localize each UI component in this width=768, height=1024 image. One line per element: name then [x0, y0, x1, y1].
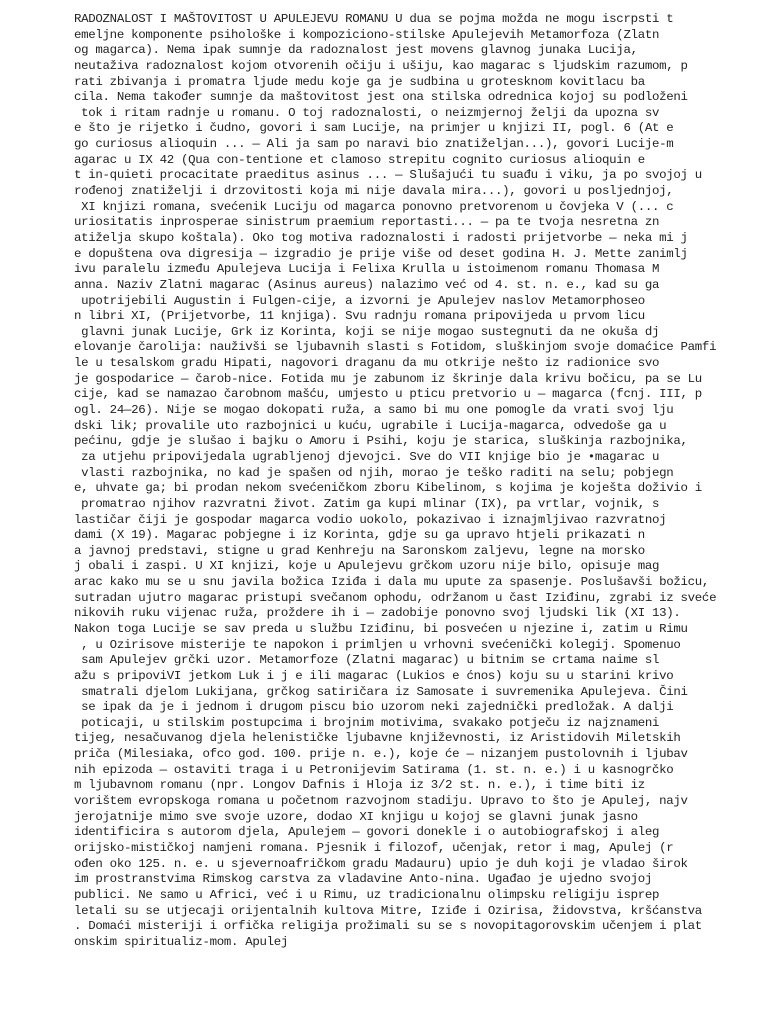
text-line: ogl. 24—26). Nije se mogao dokopati ruža, a samo bi mu one pomogle da vrati svoj lju [74, 403, 674, 418]
text-line: smatrali djelom Lukijana, grčkog satiričara iz Samosate i suvremenika Apulejeva. Čini [74, 684, 688, 699]
text-line: atiželja skupo koštala). Oko tog motiva radoznalosti i radosti prijetvorbe — neka mi j [74, 230, 688, 245]
text-line: za utjehu pripovijedala ugrabljenoj djevojci. Sve do VII knjige bio je •magarac u [74, 449, 660, 464]
text-line: tijeg, nesačuvanog djela helenističke ljubavne književnosti, iz Aristidovih Miletskih [74, 731, 681, 746]
text-line: orijsko-mističkoj namjeni romana. Pjesnik i filozof, učenjak, retor i mag, Apulej (r [74, 840, 674, 855]
text-line: XI knjizi romana, svećenik Luciju od magarca ponovno pretvorenom u čovjeka V (... c [74, 199, 674, 214]
text-line: jerojatnije mimo sve svoje uzore, dodao XI knjigu u kojoj se glavni junak jasno [74, 809, 638, 824]
text-line: priča (Milesiaka, ofco god. 100. prije n. e.), koje će — nizanjem pustolovnih i ljubav [74, 747, 688, 762]
text-line: je gospodarice — čarob-nice. Fotida mu je zabunom iz škrinje dala krivu bočicu, pa se Lu [74, 371, 702, 386]
text-line: cila. Nema također sumnje da maštovitost jest ona stilska odrednica kojoj su podloženi [74, 90, 688, 105]
text-line: glavni junak Lucije, Grk iz Korinta, koji se nije mogao sustegnuti da ne okuša dj [74, 324, 660, 339]
text-line: le u tesalskom gradu Hipati, nagovori draganu da mu otkrije nešto iz radionice svo [74, 356, 660, 371]
text-line: nih epizoda — ostaviti traga i u Petronijevim Satirama (1. st. n. e.) i u kasnogrčko [74, 762, 674, 777]
text-line: publici. Ne samo u Africi, već i u Rimu, uz tradicionalnu olimpsku religiju isprep [74, 887, 660, 902]
text-line: cije, kad se namazao čarobnom mašću, umjesto u pticu pretvorio u — magarca (fcnj. III, p [74, 387, 702, 402]
text-line: e što je rijetko i čudno, govori i sam Lucije, na primjer u knjizi II, pogl. 6 (At e [74, 121, 674, 136]
text-line: lastičar čiji je gospodar magarca vodio uokolo, pokazivao i iznajmljivao razvratnoj [74, 512, 667, 527]
text-line: uriositatis inprosperae sinistrum praemium reportasti... — pa te tvoja nesretna zn [74, 215, 660, 230]
text-line: rati zbivanja i promatra ljude medu koje ga je sudbina u grotesknom kovitlacu ba [74, 74, 645, 89]
text-line: poticaji, u stilskim postupcima i brojnim motivima, svakako potječu iz najznameni [74, 715, 660, 730]
text-line: onskim spiritualiz-mom. Apulej [74, 934, 289, 949]
text-line: t in-quieti procacitate praeditus asinus ... — Slušajući tu suađu i viku, ja po svojoj u [74, 168, 702, 183]
text-line: emeljne komponente psihološke i kompoziciono-stilske Apulejevih Metamorfoza (Zlatn [74, 27, 660, 42]
text-line: upotrijebili Augustin i Fulgen-cije, a izvorni je Apulejev naslov Metamorphoseo [74, 293, 645, 308]
text-line: elovanje čarolija: nauživši se ljubavnih slasti s Fotidom, sluškinjom svoje domaćice Pamfi [74, 340, 717, 355]
text-line: nikovih ruku vijenac ruža, proždere ih i — zadobije ponovno svoj ljudski lik (XI 13). [74, 606, 681, 621]
text-line: pećinu, gdje je slušao i bajku o Amoru i Psihi, koju je starica, sluškinja razbojnika, [74, 434, 688, 449]
text-line: se ipak da je i jednom i drugom piscu bio uzorom neki zajednički predložak. A dalji [74, 700, 674, 715]
text-line: identificira s autorom djela, Apulejem — govori donekle i o autobiografskoj i aleg [74, 825, 660, 840]
text-line: e dopuštena ova digresija — izgradio je prije više od deset godina H. J. Mette zanimlj [74, 246, 688, 261]
text-line: e, uhvate ga; bi prodan nekom svećeničkom zboru Kibelinom, s kojima je koješta doživio i [74, 481, 702, 496]
text-line: promatrao njihov razvratni život. Zatim ga kupi mlinar (IX), pa vrtlar, vojnik, s [74, 496, 660, 511]
text-line: n libri XI, (Prijetvorbe, 11 knjiga). Svu radnju romana pripovijeda u prvom licu [74, 309, 645, 324]
text-line: vorištem evropskoga romana u početnom razvojnom stadiju. Upravo to što je Apulej, najv [74, 794, 688, 809]
text-line: im prostranstvima Rimskog carstva za vladavine Anto-nina. Ugađao je ujedno svojoj [74, 872, 652, 887]
text-line: a javnoj predstavi, stigne u grad Kenhreju na Saronskom zaljevu, legne na morsko [74, 543, 645, 558]
text-line: rođenoj znatiželji i drzovitosti koja mi nije davala mira...), govori u posljednjoj, [74, 184, 674, 199]
text-line: go curiosus alioquin ... — Ali ja sam po naravi bio znatiželjan...), govori Lucije-m [74, 137, 674, 152]
text-line: ažu s pripoviVI jetkom Luk i j e ili magarac (Lukios e ćnos) koju su u starini krivo [74, 668, 674, 683]
text-line: anna. Naziv Zlatni magarac (Asinus aureus) nalazimo već od 4. st. n. e., kad su ga [74, 277, 660, 292]
text-line: sam Apulejev grčki uzor. Metamorfoze (Zlatni magarac) u bitnim se crtama naime sl [74, 653, 660, 668]
text-line: sutradan ujutro magarac pristupi svečanom ophodu, održanom u čast Iziđinu, zgrabi iz sveće [74, 590, 717, 605]
text-line: og magarca). Nema ipak sumnje da radoznalost jest movens glavnog junaka Lucija, [74, 43, 638, 58]
text-line: dami (X 19). Magarac pobjegne i iz Korinta, gdje su ga upravo htjeli prikazati n [74, 528, 645, 543]
text-line: neutaživa radoznalost kojom otvorenih očiju i ušiju, kao magarac s ljudskim razumom, p [74, 58, 688, 73]
text-line: vlasti razbojnika, no kad je spašen od njih, morao je teško raditi na selu; pobjegn [74, 465, 674, 480]
text-line: j obali i zaspi. U XI knjizi, koje u Apulejevu grčkom uzoru nije bilo, opisuje mag [74, 559, 660, 574]
text-line: agarac u IX 42 (Qua con-tentione et clamoso strepitu cognito curiosus alioquin e [74, 152, 645, 167]
document-body-text [74, 12, 764, 950]
text-line: letali su se utjecaji orijentalnih kultova Mitre, Iziđe i Ozirisa, židovstva, kršćanstva [74, 903, 702, 918]
text-line: m ljubavnom romanu (npr. Longov Dafnis i Hloja iz 3/2 st. n. e.), i time biti iz [74, 778, 645, 793]
text-line: . Domaći misteriji i orfička religija prožimali su se s novopitagorovskim učenjem i plat [74, 919, 702, 934]
text-line: ođen oko 125. n. e. u sjevernoafričkom gradu Madauru) upio je duh koji je vladao širok [74, 856, 688, 871]
text-line: arac kako mu se u snu javila božica Iziđa i dala mu upute za spasenje. Poslušavši božicu, [74, 575, 710, 590]
text-line: dski lik; provalile uto razbojnici u kuću, ugrabile i Lucija-magarca, odvedoše ga u [74, 418, 667, 433]
text-line: RADOZNALOST I MAŠTOVITOST U APULEJEVU ROMANU U dua se pojma možda ne mogu iscrpsti t [74, 12, 674, 26]
text-line: tok i ritam radnje u romanu. O toj radoznalosti, o neizmjernoj želji da upozna sv [74, 105, 660, 120]
text-line: Nakon toga Lucije se sav preda u službu Iziđinu, bi posvećen u njezine i, zatim u Rimu [74, 621, 688, 636]
text-line: , u Ozirisove misterije te napokon i primljen u vrhovni svećenički kolegij. Spomenuo [74, 637, 681, 652]
text-line: ivu paralelu između Apulejeva Lucija i Felixa Krulla u istoimenom romanu Thomasa M [74, 262, 660, 277]
